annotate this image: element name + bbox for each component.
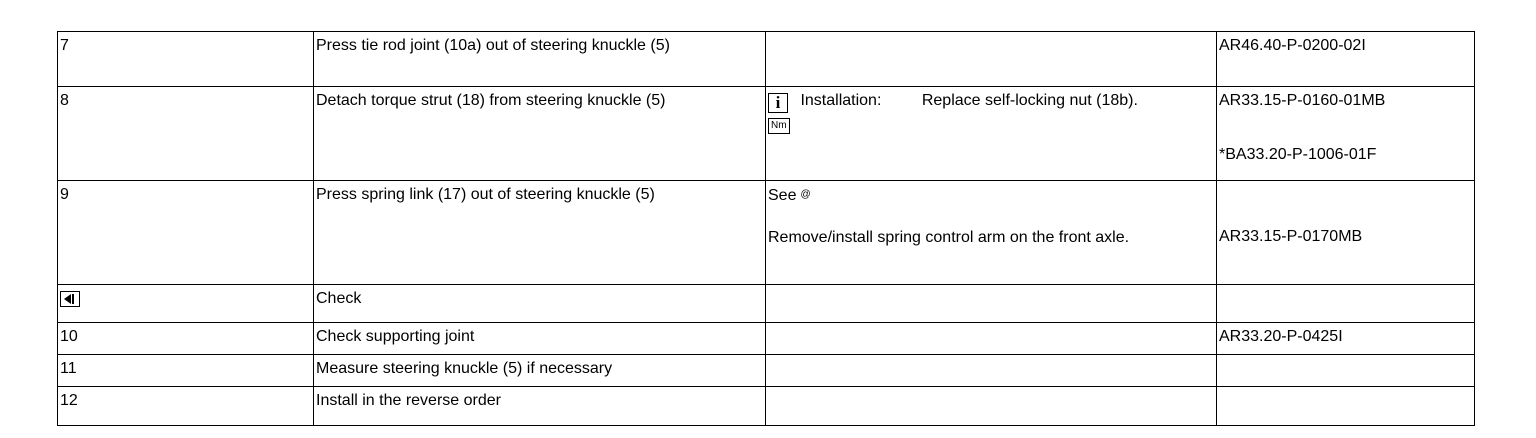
link-at-icon[interactable]: @ (800, 189, 811, 200)
installation-label: Installation: (800, 92, 882, 109)
step-action: Press spring link (17) out of steering knuckle (5) (314, 181, 766, 285)
see-label: See (768, 187, 797, 204)
table-row (58, 87, 1475, 181)
table-row (58, 387, 1475, 426)
reference-link[interactable]: AR33.15-P-0160-01MB (1219, 92, 1386, 109)
reference-link[interactable]: *BA33.20-P-1006-01F (1219, 146, 1377, 163)
table-row (58, 181, 1475, 285)
step-action: Detach torque strut (18) from steering knuckle (5) (314, 87, 766, 181)
step-reference (1217, 181, 1475, 285)
reference-link[interactable]: AR33.15-P-0170MB (1219, 228, 1363, 245)
step-action: Press tie rod joint (10a) out of steering knuckle (5) (314, 32, 766, 87)
step-action: Measure steering knuckle (5) if necessary (314, 355, 766, 387)
step-number: 7 (58, 32, 314, 87)
procedure-table (57, 31, 1475, 426)
see-link-text[interactable]: Remove/install spring control arm on the front axle. (768, 229, 1130, 246)
table-row (58, 32, 1475, 87)
installation-text: Replace self-locking nut (18b). (921, 92, 1138, 109)
step-reference (1217, 87, 1475, 181)
step-number: 8 (58, 87, 314, 181)
step-note (766, 387, 1217, 426)
step-reference (1217, 355, 1475, 387)
step-number: 10 (58, 323, 314, 355)
table-row (58, 323, 1475, 355)
step-reference (1217, 387, 1475, 426)
table-row (58, 285, 1475, 323)
step-reference[interactable]: AR46.40-P-0200-02I (1217, 32, 1475, 87)
step-number: 12 (58, 387, 314, 426)
torque-nm-icon[interactable]: Nm (768, 118, 790, 134)
step-reference[interactable]: AR33.20-P-0425I (1217, 323, 1475, 355)
step-number: 9 (58, 181, 314, 285)
table-row (58, 355, 1475, 387)
step-note (766, 285, 1217, 323)
step-note (766, 323, 1217, 355)
step-note (766, 87, 1217, 181)
step-reference (1217, 285, 1475, 323)
step-note (766, 181, 1217, 285)
info-icon[interactable]: i (768, 93, 788, 113)
step-action: Check (314, 285, 766, 323)
step-number: 11 (58, 355, 314, 387)
step-note (766, 355, 1217, 387)
step-action: Check supporting joint (314, 323, 766, 355)
step-action: Install in the reverse order (314, 387, 766, 426)
check-icon (60, 291, 80, 307)
step-number (58, 285, 314, 323)
step-note (766, 32, 1217, 87)
